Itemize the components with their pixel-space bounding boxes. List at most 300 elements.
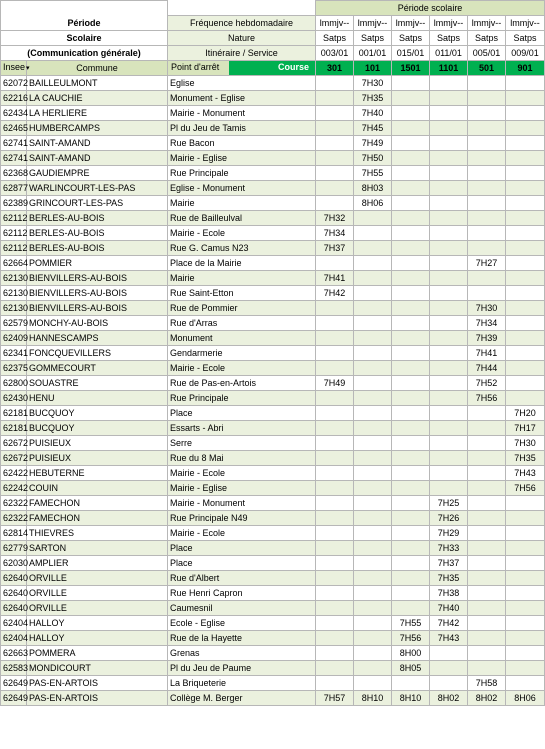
time-cell[interactable] <box>316 331 354 346</box>
time-cell[interactable] <box>316 196 354 211</box>
time-cell[interactable] <box>392 256 430 271</box>
commune-cell[interactable]: HALLOY <box>27 631 168 646</box>
time-cell[interactable] <box>316 526 354 541</box>
stop-cell[interactable]: Pl du Jeu de Tamis <box>168 121 316 136</box>
time-cell[interactable] <box>468 166 506 181</box>
insee-cell[interactable]: 62579 <box>1 316 27 331</box>
time-cell[interactable]: 7H56 <box>468 391 506 406</box>
time-cell[interactable] <box>430 151 468 166</box>
commune-cell[interactable]: HENU <box>27 391 168 406</box>
stop-cell[interactable]: Place <box>168 541 316 556</box>
time-cell[interactable]: 7H50 <box>354 151 392 166</box>
time-cell[interactable] <box>354 571 392 586</box>
stop-cell[interactable]: La Briqueterie <box>168 676 316 691</box>
time-cell[interactable] <box>430 361 468 376</box>
stop-cell[interactable]: Rue Henri Capron <box>168 586 316 601</box>
insee-cell[interactable]: 62663 <box>1 646 27 661</box>
time-cell[interactable]: 7H25 <box>430 496 468 511</box>
time-cell[interactable]: 7H35 <box>506 451 545 466</box>
insee-cell[interactable]: 62409 <box>1 331 27 346</box>
time-cell[interactable] <box>316 481 354 496</box>
time-cell[interactable] <box>392 181 430 196</box>
time-cell[interactable] <box>392 76 430 91</box>
stop-cell[interactable]: Rue Saint-Etton <box>168 286 316 301</box>
insee-cell[interactable]: 62030 <box>1 556 27 571</box>
time-cell[interactable]: 7H26 <box>430 511 468 526</box>
commune-cell[interactable]: AMPLIER <box>27 556 168 571</box>
time-cell[interactable]: 8H10 <box>354 691 392 706</box>
time-cell[interactable] <box>430 76 468 91</box>
insee-cell[interactable]: 62422 <box>1 466 27 481</box>
time-cell[interactable]: 7H56 <box>506 481 545 496</box>
time-cell[interactable]: 7H55 <box>392 616 430 631</box>
time-cell[interactable]: 7H43 <box>430 631 468 646</box>
time-cell[interactable] <box>468 511 506 526</box>
commune-cell[interactable]: PUISIEUX <box>27 451 168 466</box>
time-cell[interactable] <box>468 271 506 286</box>
stop-cell[interactable]: Rue d'Arras <box>168 316 316 331</box>
time-cell[interactable] <box>468 661 506 676</box>
time-cell[interactable] <box>430 391 468 406</box>
commune-cell[interactable]: PAS-EN-ARTOIS <box>27 676 168 691</box>
time-cell[interactable] <box>506 646 545 661</box>
time-cell[interactable] <box>392 511 430 526</box>
insee-cell[interactable]: 62322 <box>1 511 27 526</box>
insee-cell[interactable]: 62664 <box>1 256 27 271</box>
time-cell[interactable] <box>430 346 468 361</box>
stop-cell[interactable]: Eglise - Monument <box>168 181 316 196</box>
time-cell[interactable] <box>392 481 430 496</box>
commune-cell[interactable]: GAUDIEMPRE <box>27 166 168 181</box>
time-cell[interactable] <box>354 436 392 451</box>
time-cell[interactable]: 7H27 <box>468 256 506 271</box>
commune-cell[interactable]: POMMERA <box>27 646 168 661</box>
time-cell[interactable] <box>506 241 545 256</box>
time-cell[interactable] <box>392 136 430 151</box>
time-cell[interactable] <box>316 136 354 151</box>
time-cell[interactable] <box>468 421 506 436</box>
insee-cell[interactable]: 62404 <box>1 631 27 646</box>
time-cell[interactable] <box>354 466 392 481</box>
commune-cell[interactable]: WARLINCOURT-LES-PAS <box>27 181 168 196</box>
insee-cell[interactable]: 62649 <box>1 676 27 691</box>
commune-cell[interactable]: GOMMECOURT <box>27 361 168 376</box>
time-cell[interactable] <box>430 316 468 331</box>
time-cell[interactable] <box>506 526 545 541</box>
insee-cell[interactable]: 62341 <box>1 346 27 361</box>
time-cell[interactable] <box>430 376 468 391</box>
time-cell[interactable] <box>354 631 392 646</box>
time-cell[interactable] <box>354 361 392 376</box>
time-cell[interactable] <box>316 586 354 601</box>
time-cell[interactable]: 7H30 <box>468 301 506 316</box>
time-cell[interactable]: 7H29 <box>430 526 468 541</box>
time-cell[interactable] <box>392 526 430 541</box>
time-cell[interactable] <box>316 346 354 361</box>
time-cell[interactable] <box>392 541 430 556</box>
insee-cell[interactable]: 62375 <box>1 361 27 376</box>
time-cell[interactable] <box>506 676 545 691</box>
time-cell[interactable] <box>392 586 430 601</box>
time-cell[interactable] <box>468 601 506 616</box>
time-cell[interactable] <box>316 256 354 271</box>
time-cell[interactable]: 8H06 <box>354 196 392 211</box>
time-cell[interactable] <box>430 646 468 661</box>
time-cell[interactable] <box>392 301 430 316</box>
insee-cell[interactable]: 62072 <box>1 76 27 91</box>
commune-cell[interactable]: FONCQUEVILLERS <box>27 346 168 361</box>
time-cell[interactable] <box>392 151 430 166</box>
stop-cell[interactable]: Mairie - Monument <box>168 496 316 511</box>
insee-cell[interactable]: 62640 <box>1 571 27 586</box>
time-cell[interactable] <box>392 316 430 331</box>
stop-cell[interactable]: Place <box>168 406 316 421</box>
insee-cell[interactable]: 62465 <box>1 121 27 136</box>
time-cell[interactable] <box>354 661 392 676</box>
time-cell[interactable] <box>392 121 430 136</box>
time-cell[interactable] <box>506 106 545 121</box>
time-cell[interactable]: 7H41 <box>316 271 354 286</box>
time-cell[interactable] <box>392 271 430 286</box>
time-cell[interactable] <box>354 376 392 391</box>
time-cell[interactable] <box>392 91 430 106</box>
commune-cell[interactable]: ORVILLE <box>27 586 168 601</box>
commune-cell[interactable]: LA HERLIERE <box>27 106 168 121</box>
time-cell[interactable] <box>316 76 354 91</box>
time-cell[interactable] <box>506 286 545 301</box>
time-cell[interactable] <box>392 421 430 436</box>
time-cell[interactable] <box>506 211 545 226</box>
time-cell[interactable]: 7H38 <box>430 586 468 601</box>
insee-cell[interactable]: 62216 <box>1 91 27 106</box>
time-cell[interactable]: 7H37 <box>430 556 468 571</box>
time-cell[interactable] <box>354 241 392 256</box>
stop-cell[interactable]: Gendarmerie <box>168 346 316 361</box>
commune-cell[interactable]: THIEVRES <box>27 526 168 541</box>
time-cell[interactable] <box>316 631 354 646</box>
time-cell[interactable] <box>430 661 468 676</box>
time-cell[interactable] <box>316 436 354 451</box>
time-cell[interactable]: 7H40 <box>354 106 392 121</box>
time-cell[interactable]: 8H03 <box>354 181 392 196</box>
time-cell[interactable]: 8H10 <box>392 691 430 706</box>
insee-cell[interactable]: 62130 <box>1 271 27 286</box>
insee-cell[interactable]: 62430 <box>1 391 27 406</box>
time-cell[interactable] <box>506 76 545 91</box>
insee-cell[interactable]: 62672 <box>1 451 27 466</box>
stop-cell[interactable]: Essarts - Abri <box>168 421 316 436</box>
time-cell[interactable]: 7H41 <box>468 346 506 361</box>
commune-cell[interactable]: MONDICOURT <box>27 661 168 676</box>
time-cell[interactable] <box>316 646 354 661</box>
time-cell[interactable] <box>316 316 354 331</box>
commune-cell[interactable]: LA CAUCHIE <box>27 91 168 106</box>
time-cell[interactable] <box>468 286 506 301</box>
insee-cell[interactable]: 62800 <box>1 376 27 391</box>
insee-cell[interactable]: 62242 <box>1 481 27 496</box>
time-cell[interactable] <box>316 391 354 406</box>
stop-cell[interactable]: Monument - Eglise <box>168 91 316 106</box>
stop-cell[interactable]: Rue de la Hayette <box>168 631 316 646</box>
time-cell[interactable] <box>506 301 545 316</box>
time-cell[interactable] <box>506 151 545 166</box>
time-cell[interactable] <box>506 496 545 511</box>
time-cell[interactable] <box>354 256 392 271</box>
insee-cell[interactable]: 62434 <box>1 106 27 121</box>
time-cell[interactable] <box>392 466 430 481</box>
time-cell[interactable] <box>506 91 545 106</box>
commune-cell[interactable]: HANNESCAMPS <box>27 331 168 346</box>
stop-cell[interactable]: Rue de Pommier <box>168 301 316 316</box>
time-cell[interactable] <box>506 121 545 136</box>
insee-cell[interactable]: 62181 <box>1 406 27 421</box>
time-cell[interactable]: 7H49 <box>354 136 392 151</box>
stop-cell[interactable]: Rue d'Albert <box>168 571 316 586</box>
time-cell[interactable] <box>506 166 545 181</box>
time-cell[interactable] <box>430 301 468 316</box>
time-cell[interactable] <box>392 226 430 241</box>
time-cell[interactable] <box>430 406 468 421</box>
time-cell[interactable] <box>468 646 506 661</box>
time-cell[interactable]: 7H30 <box>354 76 392 91</box>
time-cell[interactable] <box>506 361 545 376</box>
commune-cell[interactable]: MONCHY-AU-BOIS <box>27 316 168 331</box>
insee-cell[interactable]: 62583 <box>1 661 27 676</box>
time-cell[interactable] <box>506 196 545 211</box>
commune-cell[interactable]: COUIN <box>27 481 168 496</box>
stop-cell[interactable]: Mairie - Ecole <box>168 361 316 376</box>
time-cell[interactable] <box>430 466 468 481</box>
commune-cell[interactable]: BIENVILLERS-AU-BOIS <box>27 271 168 286</box>
time-cell[interactable] <box>354 541 392 556</box>
time-cell[interactable] <box>430 421 468 436</box>
time-cell[interactable] <box>468 496 506 511</box>
time-cell[interactable] <box>392 556 430 571</box>
time-cell[interactable] <box>316 406 354 421</box>
commune-cell[interactable]: POMMIER <box>27 256 168 271</box>
time-cell[interactable] <box>430 211 468 226</box>
stop-cell[interactable]: Monument <box>168 331 316 346</box>
time-cell[interactable]: 7H34 <box>316 226 354 241</box>
commune-cell[interactable]: HALLOY <box>27 616 168 631</box>
stop-cell[interactable]: Mairie <box>168 271 316 286</box>
time-cell[interactable] <box>354 316 392 331</box>
time-cell[interactable] <box>468 571 506 586</box>
time-cell[interactable] <box>430 451 468 466</box>
time-cell[interactable]: 7H34 <box>468 316 506 331</box>
time-cell[interactable] <box>354 616 392 631</box>
time-cell[interactable]: 7H45 <box>354 121 392 136</box>
time-cell[interactable] <box>392 346 430 361</box>
time-cell[interactable] <box>392 241 430 256</box>
time-cell[interactable] <box>506 571 545 586</box>
time-cell[interactable] <box>316 571 354 586</box>
time-cell[interactable]: 7H35 <box>430 571 468 586</box>
time-cell[interactable] <box>468 631 506 646</box>
time-cell[interactable] <box>506 541 545 556</box>
stop-cell[interactable]: Mairie - Ecole <box>168 526 316 541</box>
time-cell[interactable]: 8H05 <box>392 661 430 676</box>
time-cell[interactable] <box>468 76 506 91</box>
time-cell[interactable] <box>506 136 545 151</box>
commune-cell[interactable]: PUISIEUX <box>27 436 168 451</box>
time-cell[interactable] <box>392 196 430 211</box>
time-cell[interactable] <box>392 331 430 346</box>
time-cell[interactable] <box>392 286 430 301</box>
stop-cell[interactable]: Rue Principale <box>168 166 316 181</box>
time-cell[interactable] <box>468 106 506 121</box>
time-cell[interactable] <box>430 121 468 136</box>
stop-cell[interactable]: Mairie - Eglise <box>168 481 316 496</box>
time-cell[interactable] <box>430 181 468 196</box>
filter-dropdown-icon[interactable]: ▾ <box>26 65 30 72</box>
insee-cell[interactable]: 62112 <box>1 241 27 256</box>
time-cell[interactable] <box>316 601 354 616</box>
insee-cell[interactable]: 62404 <box>1 616 27 631</box>
time-cell[interactable] <box>506 271 545 286</box>
time-cell[interactable] <box>468 136 506 151</box>
insee-cell[interactable]: 62672 <box>1 436 27 451</box>
time-cell[interactable] <box>316 676 354 691</box>
time-cell[interactable] <box>354 481 392 496</box>
column-header-commune[interactable]: Commune <box>27 61 168 76</box>
stop-cell[interactable]: Pl du Jeu de Paume <box>168 661 316 676</box>
stop-cell[interactable]: Ecole - Eglise <box>168 616 316 631</box>
stop-cell[interactable]: Mairie - Monument <box>168 106 316 121</box>
time-cell[interactable] <box>468 526 506 541</box>
stop-cell[interactable]: Rue du 8 Mai <box>168 451 316 466</box>
commune-cell[interactable]: BERLES-AU-BOIS <box>27 211 168 226</box>
commune-cell[interactable]: GRINCOURT-LES-PAS <box>27 196 168 211</box>
time-cell[interactable] <box>468 541 506 556</box>
time-cell[interactable]: 7H40 <box>430 601 468 616</box>
time-cell[interactable] <box>316 166 354 181</box>
time-cell[interactable]: 7H32 <box>316 211 354 226</box>
stop-cell[interactable]: Rue de Pas-en-Artois <box>168 376 316 391</box>
time-cell[interactable]: 7H20 <box>506 406 545 421</box>
time-cell[interactable] <box>506 316 545 331</box>
time-cell[interactable]: 7H37 <box>316 241 354 256</box>
time-cell[interactable] <box>468 211 506 226</box>
time-cell[interactable] <box>392 406 430 421</box>
time-cell[interactable] <box>316 661 354 676</box>
commune-cell[interactable]: FAMECHON <box>27 496 168 511</box>
time-cell[interactable]: 8H00 <box>392 646 430 661</box>
insee-cell[interactable]: 62130 <box>1 301 27 316</box>
commune-cell[interactable]: BIENVILLERS-AU-BOIS <box>27 286 168 301</box>
stop-cell[interactable]: Place de la Mairie <box>168 256 316 271</box>
time-cell[interactable]: 7H42 <box>430 616 468 631</box>
time-cell[interactable] <box>468 466 506 481</box>
stop-cell[interactable]: Rue Bacon <box>168 136 316 151</box>
time-cell[interactable] <box>392 376 430 391</box>
time-cell[interactable] <box>392 676 430 691</box>
stop-cell[interactable]: Caumesnil <box>168 601 316 616</box>
time-cell[interactable]: 7H33 <box>430 541 468 556</box>
commune-cell[interactable]: BERLES-AU-BOIS <box>27 241 168 256</box>
time-cell[interactable] <box>354 346 392 361</box>
commune-cell[interactable]: SARTON <box>27 541 168 556</box>
time-cell[interactable] <box>468 436 506 451</box>
time-cell[interactable] <box>430 166 468 181</box>
time-cell[interactable] <box>430 481 468 496</box>
time-cell[interactable] <box>468 241 506 256</box>
time-cell[interactable] <box>430 331 468 346</box>
time-cell[interactable] <box>354 211 392 226</box>
time-cell[interactable] <box>392 361 430 376</box>
time-cell[interactable] <box>354 586 392 601</box>
commune-cell[interactable]: HUMBERCAMPS <box>27 121 168 136</box>
commune-cell[interactable]: ORVILLE <box>27 571 168 586</box>
time-cell[interactable] <box>506 376 545 391</box>
time-cell[interactable] <box>506 616 545 631</box>
commune-cell[interactable]: BERLES-AU-BOIS <box>27 226 168 241</box>
time-cell[interactable] <box>354 301 392 316</box>
time-cell[interactable] <box>354 391 392 406</box>
time-cell[interactable] <box>392 166 430 181</box>
time-cell[interactable] <box>316 151 354 166</box>
time-cell[interactable] <box>506 331 545 346</box>
time-cell[interactable] <box>354 496 392 511</box>
stop-cell[interactable]: Mairie <box>168 196 316 211</box>
commune-cell[interactable]: ORVILLE <box>27 601 168 616</box>
time-cell[interactable] <box>506 631 545 646</box>
time-cell[interactable] <box>468 151 506 166</box>
time-cell[interactable] <box>468 556 506 571</box>
time-cell[interactable] <box>506 511 545 526</box>
time-cell[interactable] <box>468 121 506 136</box>
stop-cell[interactable]: Eglise <box>168 76 316 91</box>
time-cell[interactable]: 7H39 <box>468 331 506 346</box>
time-cell[interactable]: 7H43 <box>506 466 545 481</box>
time-cell[interactable] <box>316 181 354 196</box>
time-cell[interactable] <box>506 181 545 196</box>
time-cell[interactable] <box>506 391 545 406</box>
time-cell[interactable] <box>316 556 354 571</box>
insee-cell[interactable]: 62877 <box>1 181 27 196</box>
stop-cell[interactable]: Place <box>168 556 316 571</box>
time-cell[interactable]: 7H57 <box>316 691 354 706</box>
time-cell[interactable] <box>430 226 468 241</box>
time-cell[interactable] <box>392 451 430 466</box>
commune-cell[interactable]: SAINT-AMAND <box>27 151 168 166</box>
time-cell[interactable] <box>430 196 468 211</box>
stop-cell[interactable]: Grenas <box>168 646 316 661</box>
time-cell[interactable] <box>468 481 506 496</box>
time-cell[interactable] <box>430 271 468 286</box>
insee-cell[interactable]: 62649 <box>1 691 27 706</box>
commune-cell[interactable]: SOUASTRE <box>27 376 168 391</box>
insee-cell[interactable]: 62368 <box>1 166 27 181</box>
time-cell[interactable] <box>468 181 506 196</box>
time-cell[interactable]: 7H56 <box>392 631 430 646</box>
time-cell[interactable] <box>316 496 354 511</box>
time-cell[interactable] <box>430 241 468 256</box>
time-cell[interactable] <box>430 136 468 151</box>
time-cell[interactable] <box>392 436 430 451</box>
time-cell[interactable] <box>430 91 468 106</box>
time-cell[interactable] <box>392 211 430 226</box>
insee-cell[interactable]: 62389 <box>1 196 27 211</box>
time-cell[interactable] <box>354 556 392 571</box>
time-cell[interactable]: 7H52 <box>468 376 506 391</box>
time-cell[interactable]: 7H55 <box>354 166 392 181</box>
stop-cell[interactable]: Mairie - Ecole <box>168 226 316 241</box>
commune-cell[interactable]: FAMECHON <box>27 511 168 526</box>
time-cell[interactable] <box>354 226 392 241</box>
stop-cell[interactable]: Mairie - Ecole <box>168 466 316 481</box>
time-cell[interactable] <box>354 331 392 346</box>
